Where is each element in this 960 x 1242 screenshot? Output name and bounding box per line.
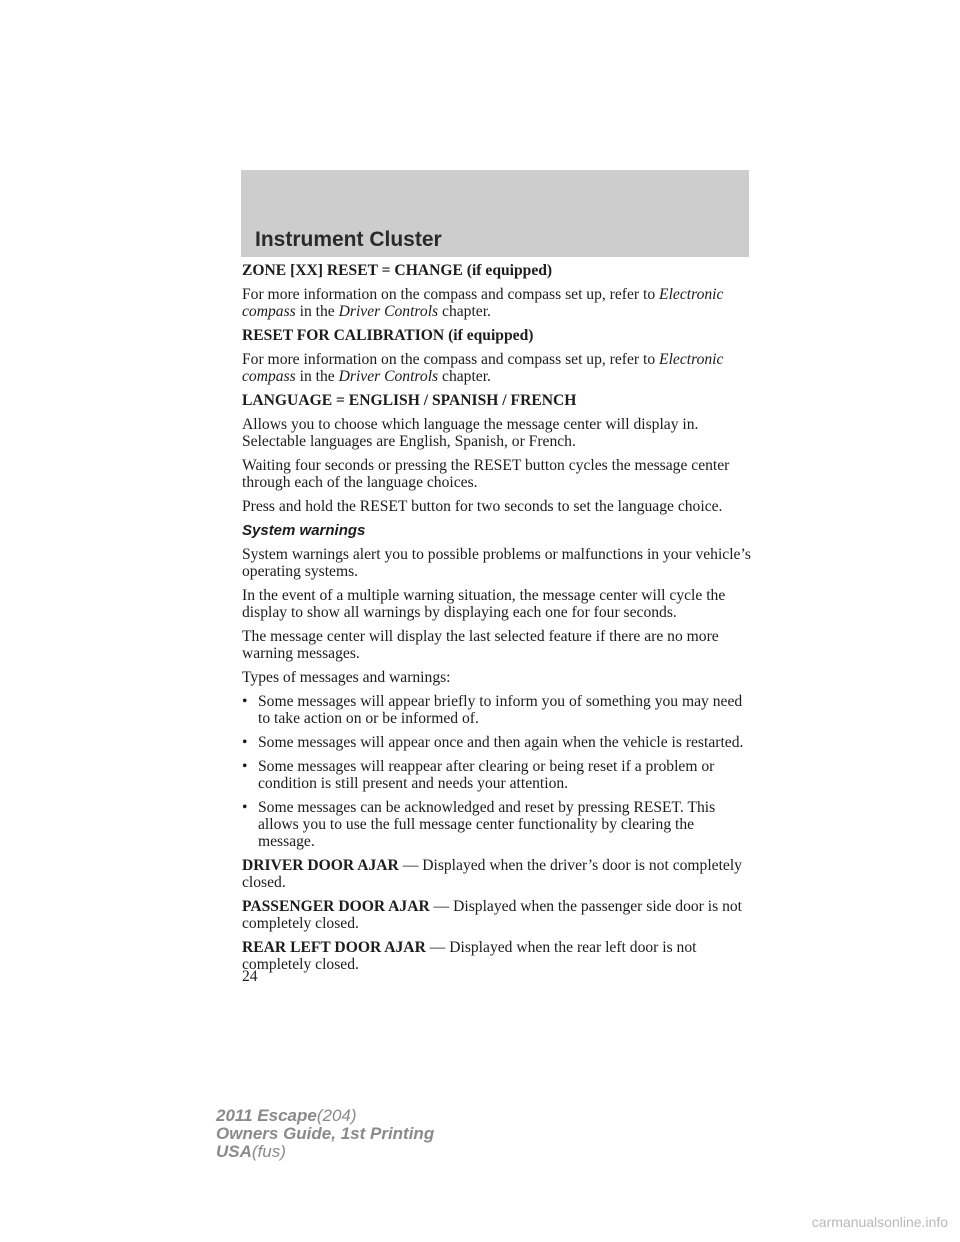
paragraph-text: chapter. xyxy=(442,303,491,320)
list-item-text: Some messages will appear once and then again when the vehicle is restarted. xyxy=(258,734,744,751)
message-description: — Displayed when the rear left door is not completely closed. xyxy=(242,939,697,973)
paragraph-text: in the xyxy=(299,368,335,385)
reset-calibration-paragraph xyxy=(242,351,752,385)
list-item-text: Some messages will appear briefly to inform you of something you may need to take action on or be informed of. xyxy=(258,693,743,727)
language-heading: LANGUAGE = ENGLISH / SPANISH / FRENCH xyxy=(242,392,577,409)
footer-market-code: (fus) xyxy=(251,1142,286,1161)
footer-line xyxy=(216,1107,434,1125)
language-paragraph: Waiting four seconds or pressing the RESET button cycles the message center through each of the language choices. xyxy=(242,457,730,491)
message-label: PASSENGER DOOR AJAR xyxy=(242,898,430,915)
language-paragraph: Allows you to choose which language the message center will display in. Selectable languages are English, Spanish, or French. xyxy=(242,416,699,450)
footer-line xyxy=(216,1143,434,1161)
list-item-text: Some messages will reappear after clearing or being reset if a problem or condition is still present and needs your attention. xyxy=(258,758,715,792)
list-item xyxy=(242,693,752,727)
message-types-list xyxy=(242,693,752,850)
footer-model: 2011 Escape xyxy=(216,1106,317,1125)
language-paragraph: Press and hold the RESET button for two seconds to set the language choice. xyxy=(242,498,723,515)
message-description: — Displayed when the passenger side door is not completely closed. xyxy=(242,898,742,932)
electronic-compass-link: Electronic compass xyxy=(242,286,724,320)
driver-controls-link: Driver Controls xyxy=(338,368,439,385)
electronic-compass-link: Electronic compass xyxy=(242,351,724,385)
rear-left-door-ajar-entry xyxy=(242,939,752,973)
system-warnings-paragraph: Types of messages and warnings: xyxy=(242,669,451,686)
paragraph-text: For more information on the compass and compass set up, refer to xyxy=(242,351,660,368)
system-warnings-paragraph: The message center will display the last selected feature if there are no more warning messages. xyxy=(242,628,719,662)
paragraph-text: in the xyxy=(299,303,335,320)
paragraph-text: chapter. xyxy=(442,368,491,385)
page-body xyxy=(242,262,752,980)
bullet-icon: • xyxy=(242,799,248,816)
footer-printing: Owners Guide, 1st Printing xyxy=(216,1124,435,1143)
driver-controls-link: Driver Controls xyxy=(338,303,439,320)
chapter-title: Instrument Cluster xyxy=(255,228,442,251)
bullet-icon: • xyxy=(242,758,248,775)
bullet-icon: • xyxy=(242,734,248,751)
passenger-door-ajar-entry xyxy=(242,898,752,932)
system-warnings-paragraph: System warnings alert you to possible problems or malfunctions in your vehicle’s operating systems. xyxy=(242,546,751,580)
list-item xyxy=(242,799,752,850)
footer-code: (204) xyxy=(316,1106,357,1125)
list-item-text: Some messages can be acknowledged and reset by pressing RESET. This allows you to use the full message center functionality by clearing the message. xyxy=(258,799,716,850)
paragraph-text: For more information on the compass and compass set up, refer to xyxy=(242,286,660,303)
page-number: 24 xyxy=(242,968,258,985)
zone-reset-heading: ZONE [XX] RESET = CHANGE (if equipped) xyxy=(242,262,553,279)
message-label: DRIVER DOOR AJAR xyxy=(242,857,399,874)
message-description: — Displayed when the driver’s door is not completely closed. xyxy=(242,857,742,891)
list-item xyxy=(242,758,752,792)
system-warnings-heading: System warnings xyxy=(242,522,366,539)
site-watermark: carmanualsonline.info xyxy=(811,1214,948,1230)
message-label: REAR LEFT DOOR AJAR xyxy=(242,939,426,956)
list-item xyxy=(242,734,752,751)
zone-reset-paragraph xyxy=(242,286,752,320)
driver-door-ajar-entry xyxy=(242,857,752,891)
system-warnings-paragraph: In the event of a multiple warning situation, the message center will cycle the display to show all warnings by displaying each one for four seconds. xyxy=(242,587,726,621)
bullet-icon: • xyxy=(242,693,248,710)
footer-market: USA xyxy=(216,1142,252,1161)
print-footer xyxy=(216,1107,434,1161)
reset-calibration-heading: RESET FOR CALIBRATION (if equipped) xyxy=(242,327,534,344)
